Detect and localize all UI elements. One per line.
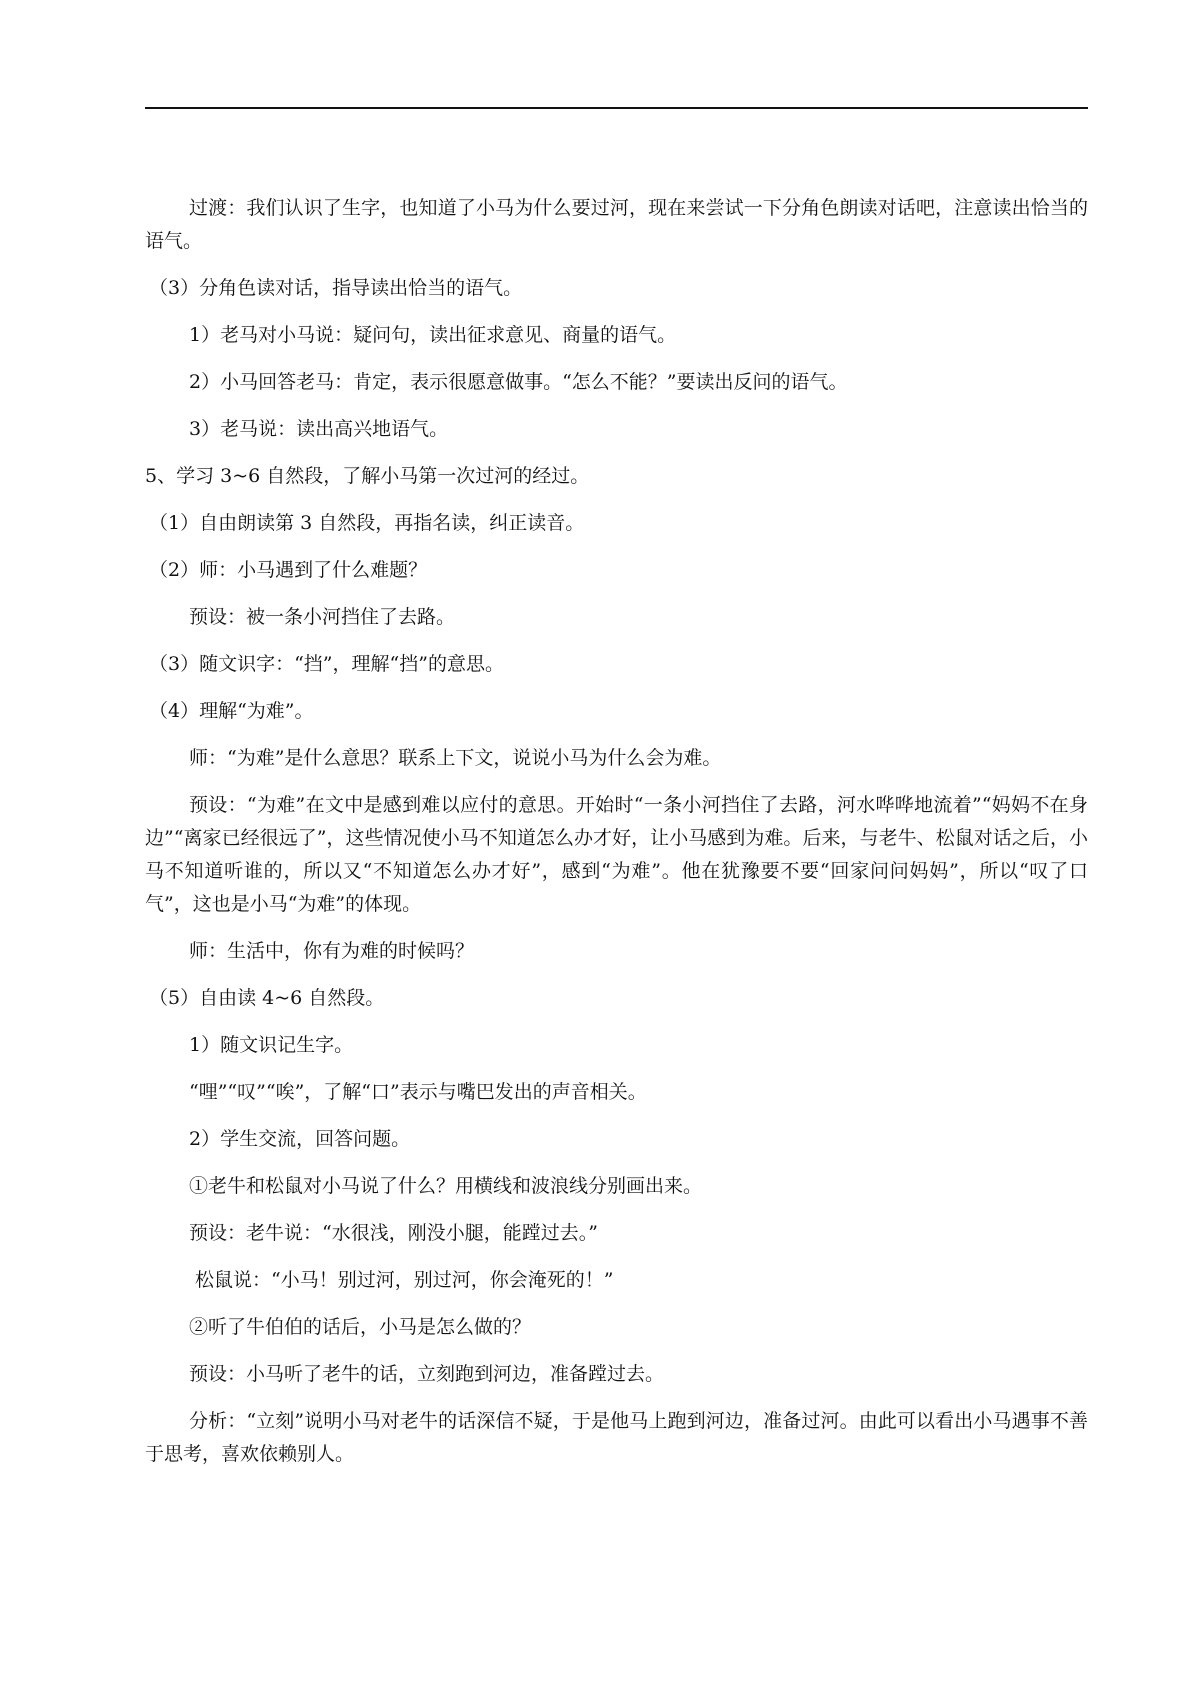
list-item: ①老牛和松鼠对小马说了什么？用横线和波浪线分别画出来。: [189, 1175, 703, 1197]
analysis-paragraph: 预设：“为难”在文中是感到难以应付的意思。开始时“一条小河挡住了去路，河水哗哗地流着”“妈妈不在身边”“离家已经很远了”，这些情况使小马不知道怎么办才好，让小马感到为难。后来，与老牛、松鼠对话之后，小马不知道听谁的，所以又“不知道怎么办才好”，感到“为难”。他在犹豫要不要“回家问问妈妈”，所以“叹了口气”，这也是小马“为难”的体现。: [145, 794, 1088, 915]
header-rule: [145, 107, 1088, 109]
list-item: “哩”“叹”“唉”，了解“口”表示与嘴巴发出的声音相关。: [189, 1081, 647, 1103]
document-body: [145, 192, 1088, 1485]
list-item: （3）随文识字：“挡”，理解“挡”的意思。: [149, 653, 504, 675]
list-item: 预设：老牛说：“水很浅，刚没小腿，能蹚过去。”: [189, 1222, 598, 1244]
step-3-heading: （3）分角色读对话，指导读出恰当的语气。: [149, 277, 523, 299]
transition-paragraph: 过渡：我们认识了生字，也知道了小马为什么要过河，现在来尝试一下分角色朗读对话吧，注意读出恰当的语气。: [145, 197, 1088, 252]
list-item: 师：“为难”是什么意思？联系上下文，说说小马为什么会为难。: [189, 747, 722, 769]
list-item: ②听了牛伯伯的话后，小马是怎么做的？: [189, 1316, 532, 1338]
list-item: 预设：被一条小河挡住了去路。: [189, 606, 456, 628]
list-item: （5）自由读 4~6 自然段。: [149, 987, 385, 1009]
list-item: 师：生活中，你有为难的时候吗？: [189, 940, 475, 962]
list-item: （1）自由朗读第 3 自然段，再指名读，纠正读音。: [149, 512, 585, 534]
analysis-paragraph: 分析：“立刻”说明小马对老牛的话深信不疑，于是他马上跑到河边，准备过河。由此可以看出小马遇事不善于思考，喜欢依赖别人。: [145, 1410, 1088, 1465]
list-item: 预设：小马听了老牛的话，立刻跑到河边，准备蹚过去。: [189, 1363, 665, 1385]
list-item: 2）小马回答老马：肯定，表示很愿意做事。“怎么不能？”要读出反问的语气。: [189, 371, 848, 393]
list-item: 3）老马说：读出高兴地语气。: [189, 418, 449, 440]
list-item: （2）师：小马遇到了什么难题？: [149, 559, 428, 581]
list-item: 1）老马对小马说：疑问句，读出征求意见、商量的语气。: [189, 324, 677, 346]
section-5-heading: 5、学习 3~6 自然段，了解小马第一次过河的经过。: [145, 465, 590, 487]
list-item: 2）学生交流，回答问题。: [189, 1128, 411, 1150]
list-item: 松鼠说：“小马！别过河，别过河，你会淹死的！”: [195, 1269, 614, 1291]
list-item: （4）理解“为难”。: [149, 700, 314, 722]
list-item: 1）随文识记生字。: [189, 1034, 354, 1056]
